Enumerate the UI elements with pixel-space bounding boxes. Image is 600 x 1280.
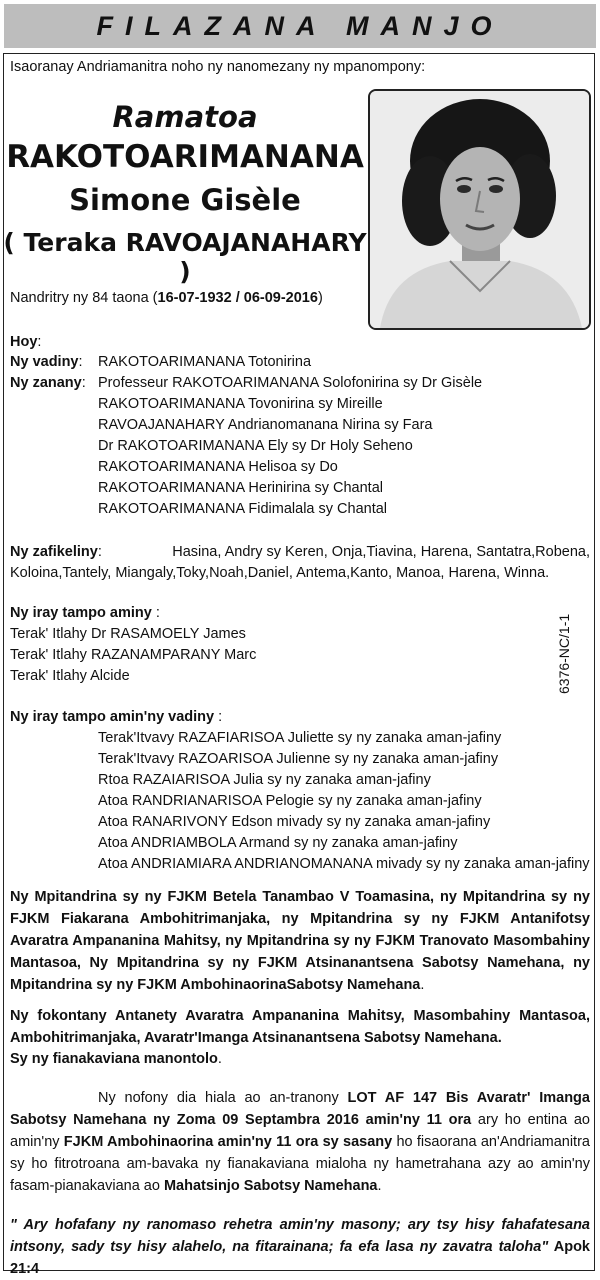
funeral-paragraph bbox=[10, 1087, 590, 1197]
vadiny-label-text: Ny vadiny bbox=[10, 354, 79, 370]
hoy-label: Hoy: bbox=[10, 334, 42, 350]
verse-text: " Ary hofafany ny ranomaso rehetra amin'ny masony; ary tsy hisy fahafatesana intsony, sady tsy hisy alahelo, na fitarainana; fa efa lasa ny zavatra taloha" bbox=[10, 1217, 590, 1255]
tampo-vadiny-item: Terak'Itvavy RAZOARISOA Julienne sy ny zanaka aman-jafiny bbox=[98, 751, 499, 767]
notice-title: FILAZANA MANJO bbox=[96, 10, 504, 41]
verse-paragraph bbox=[10, 1214, 590, 1280]
zanany-item: RAKOTOARIMANANA Tovonirina sy Mireille bbox=[98, 396, 383, 412]
deceased-title: Ramatoa bbox=[112, 100, 258, 134]
deceased-given-names: Simone Gisèle bbox=[69, 183, 301, 217]
tampo-vadiny-item: Terak'Itvavy RAZAFIARISOA Juliette sy ny zanaka aman-jafiny bbox=[98, 730, 502, 746]
funeral-text-1: Ny nofony dia hiala ao an-tranony bbox=[98, 1090, 348, 1106]
zafikeliny-names-1: Hasina, Andry sy Keren, Onja,Tiavina, Harena, Santatra,Robena, bbox=[172, 544, 590, 560]
zafikeliny-line-2: Koloina,Tantely, Miangaly,Toky,Noah,Daniel, Antema,Kanto, Manoa, Harena, Winna. bbox=[10, 565, 550, 581]
deceased-maiden-name: ( Teraka RAVOAJANAHARY ) bbox=[3, 228, 367, 286]
mpitandrina-text: Ny Mpitandrina sy ny FJKM Betela Tanambao V Toamasina, ny Mpitandrina sy ny FJKM Fiakarana Ambohitrimanjaka, ny Mpitandrina sy ny FJKM Antanifotsy Avaratra Ampananina Mahitsy, ny Mpitandrina sy ny FJKM Tranovato Masombahiny Mantasoa, Ny Mpitandrina sy ny FJKM Atsinanantsena Sabotsy Namehana, ny Mpitandrina sy ny FJKM AmbohinaorinaSabotsy Namehana bbox=[10, 889, 590, 993]
portrait-photo bbox=[368, 89, 591, 330]
zanany-item: RAKOTOARIMANANA Helisoa sy Do bbox=[98, 459, 338, 475]
mpitandrina-paragraph: Ny Mpitandrina sy ny FJKM Betela Tanambao V Toamasina, ny Mpitandrina sy ny FJKM Fiakarana Ambohitrimanjaka, ny Mpitandrina sy ny FJKM Antanifotsy Avaratra Ampananina Mahitsy, ny Mpitandrina sy ny FJKM Tranovato Masombahiny Mantasoa, Ny Mpitandrina sy ny FJKM Atsinanantsena Sabotsy Namehana, ny Mpitandrina sy ny FJKM AmbohinaorinaSabotsy Namehana. bbox=[10, 889, 590, 993]
life-dates: 16-07-1932 / 06-09-2016 bbox=[157, 290, 318, 306]
zanany-label-text: Ny zanany bbox=[10, 375, 82, 391]
zanany-item: RAKOTOARIMANANA Fidimalala sy Chantal bbox=[98, 501, 388, 517]
age-line bbox=[10, 288, 323, 309]
fokontany-paragraph: Ny fokontany Antanety Avaratra Ampananina Mahitsy, Masombahiny Mantasoa, Ambohitrimanjaka, Avaratr'Imanga Atsinanantsena Sabotsy Namehana. bbox=[10, 1008, 590, 1046]
tampo-vadiny-item: Atoa RANARIVONY Edson mivady sy ny zanaka aman-jafiny bbox=[98, 814, 491, 830]
zafikeliny-line-1: Ny zafikeliny: Hasina, Andry sy Keren, Onja,Tiavina, Harena, Santatra,Robena, bbox=[10, 542, 590, 563]
funeral-text-2: ary ho entina ao amin'ny bbox=[10, 1112, 590, 1150]
tampo-aminy-item: Terak' Itlahy Alcide bbox=[10, 668, 130, 684]
funeral-location-time: LOT AF 147 Bis Avaratr' Imanga Sabotsy Namehana ny Zoma 09 Septambra 2016 amin'ny 11 ora bbox=[10, 1090, 590, 1128]
funeral-text-4: . bbox=[377, 1178, 382, 1194]
intro-text: Isaoranay Andriamanitra noho ny nanomezany ny mpanompony: bbox=[10, 59, 426, 75]
tampo-vadiny-label-text: Ny iray tampo amin'ny vadiny bbox=[10, 709, 215, 725]
tampo-vadiny-item: Rtoa RAZAIARISOA Julia sy ny zanaka aman-jafiny bbox=[98, 772, 431, 788]
age-suffix: ) bbox=[317, 290, 323, 306]
tampo-aminy-label: Ny iray tampo aminy : bbox=[10, 605, 160, 621]
vadiny-label: Ny vadiny: bbox=[10, 354, 83, 370]
deceased-surname: RAKOTOARIMANANA bbox=[6, 139, 364, 175]
fianakaviana-text: Sy ny fianakaviana manontolo bbox=[10, 1051, 218, 1067]
funeral-text-3: ho fisaorana an'Andriamanitra sy ho fitrotroana am-bavaka ny fianakaviana mialoha ny hametrahana azy ao amin'ny fasam-pianakaviana ao bbox=[10, 1134, 590, 1194]
zanany-item: RAVOAJANAHARY Andrianomanana Nirina sy Fara bbox=[98, 417, 433, 433]
zafikeliny-label: Ny zafikeliny bbox=[10, 544, 98, 560]
zanany-item: Professeur RAKOTOARIMANANA Solofonirina sy Dr Gisèle bbox=[98, 375, 483, 391]
hoy-text: Hoy bbox=[10, 334, 38, 350]
reference-code: 6376-NC/1-1 bbox=[556, 613, 572, 694]
tampo-vadiny-item: Atoa ANDRIAMBOLA Armand sy ny zanaka aman-jafiny bbox=[98, 835, 458, 851]
vadiny-value: RAKOTOARIMANANA Totonirina bbox=[98, 354, 312, 370]
tampo-vadiny-label: Ny iray tampo amin'ny vadiny : bbox=[10, 709, 223, 725]
zanany-item: RAKOTOARIMANANA Herinirina sy Chantal bbox=[98, 480, 383, 496]
fianakaviana-line: Sy ny fianakaviana manontolo. bbox=[10, 1051, 222, 1067]
zanany-item: Dr RAKOTOARIMANANA Ely sy Dr Holy Seheno bbox=[98, 438, 413, 454]
burial-place: Mahatsinjo Sabotsy Namehana bbox=[163, 1178, 378, 1194]
zanany-label: Ny zanany: bbox=[10, 375, 86, 391]
tampo-aminy-item: Terak' Itlahy RAZANAMPARANY Marc bbox=[10, 647, 257, 663]
age-prefix: Nandritry ny 84 taona ( bbox=[10, 290, 158, 306]
notice-header bbox=[4, 4, 596, 48]
verse-reference: Apok 21:4 bbox=[10, 1239, 590, 1277]
funeral-church-time: FJKM Ambohinaorina amin'ny 11 ora sy sasany bbox=[63, 1134, 393, 1150]
tampo-vadiny-item: Atoa RANDRIANARISOA Pelogie sy ny zanaka aman-jafiny bbox=[98, 793, 482, 809]
tampo-aminy-label-text: Ny iray tampo aminy bbox=[10, 605, 152, 621]
tampo-aminy-item: Terak' Itlahy Dr RASAMOELY James bbox=[10, 626, 246, 642]
tampo-vadiny-item: Atoa ANDRIAMIARA ANDRIANOMANANA mivady sy ny zanaka aman-jafiny bbox=[98, 856, 590, 872]
